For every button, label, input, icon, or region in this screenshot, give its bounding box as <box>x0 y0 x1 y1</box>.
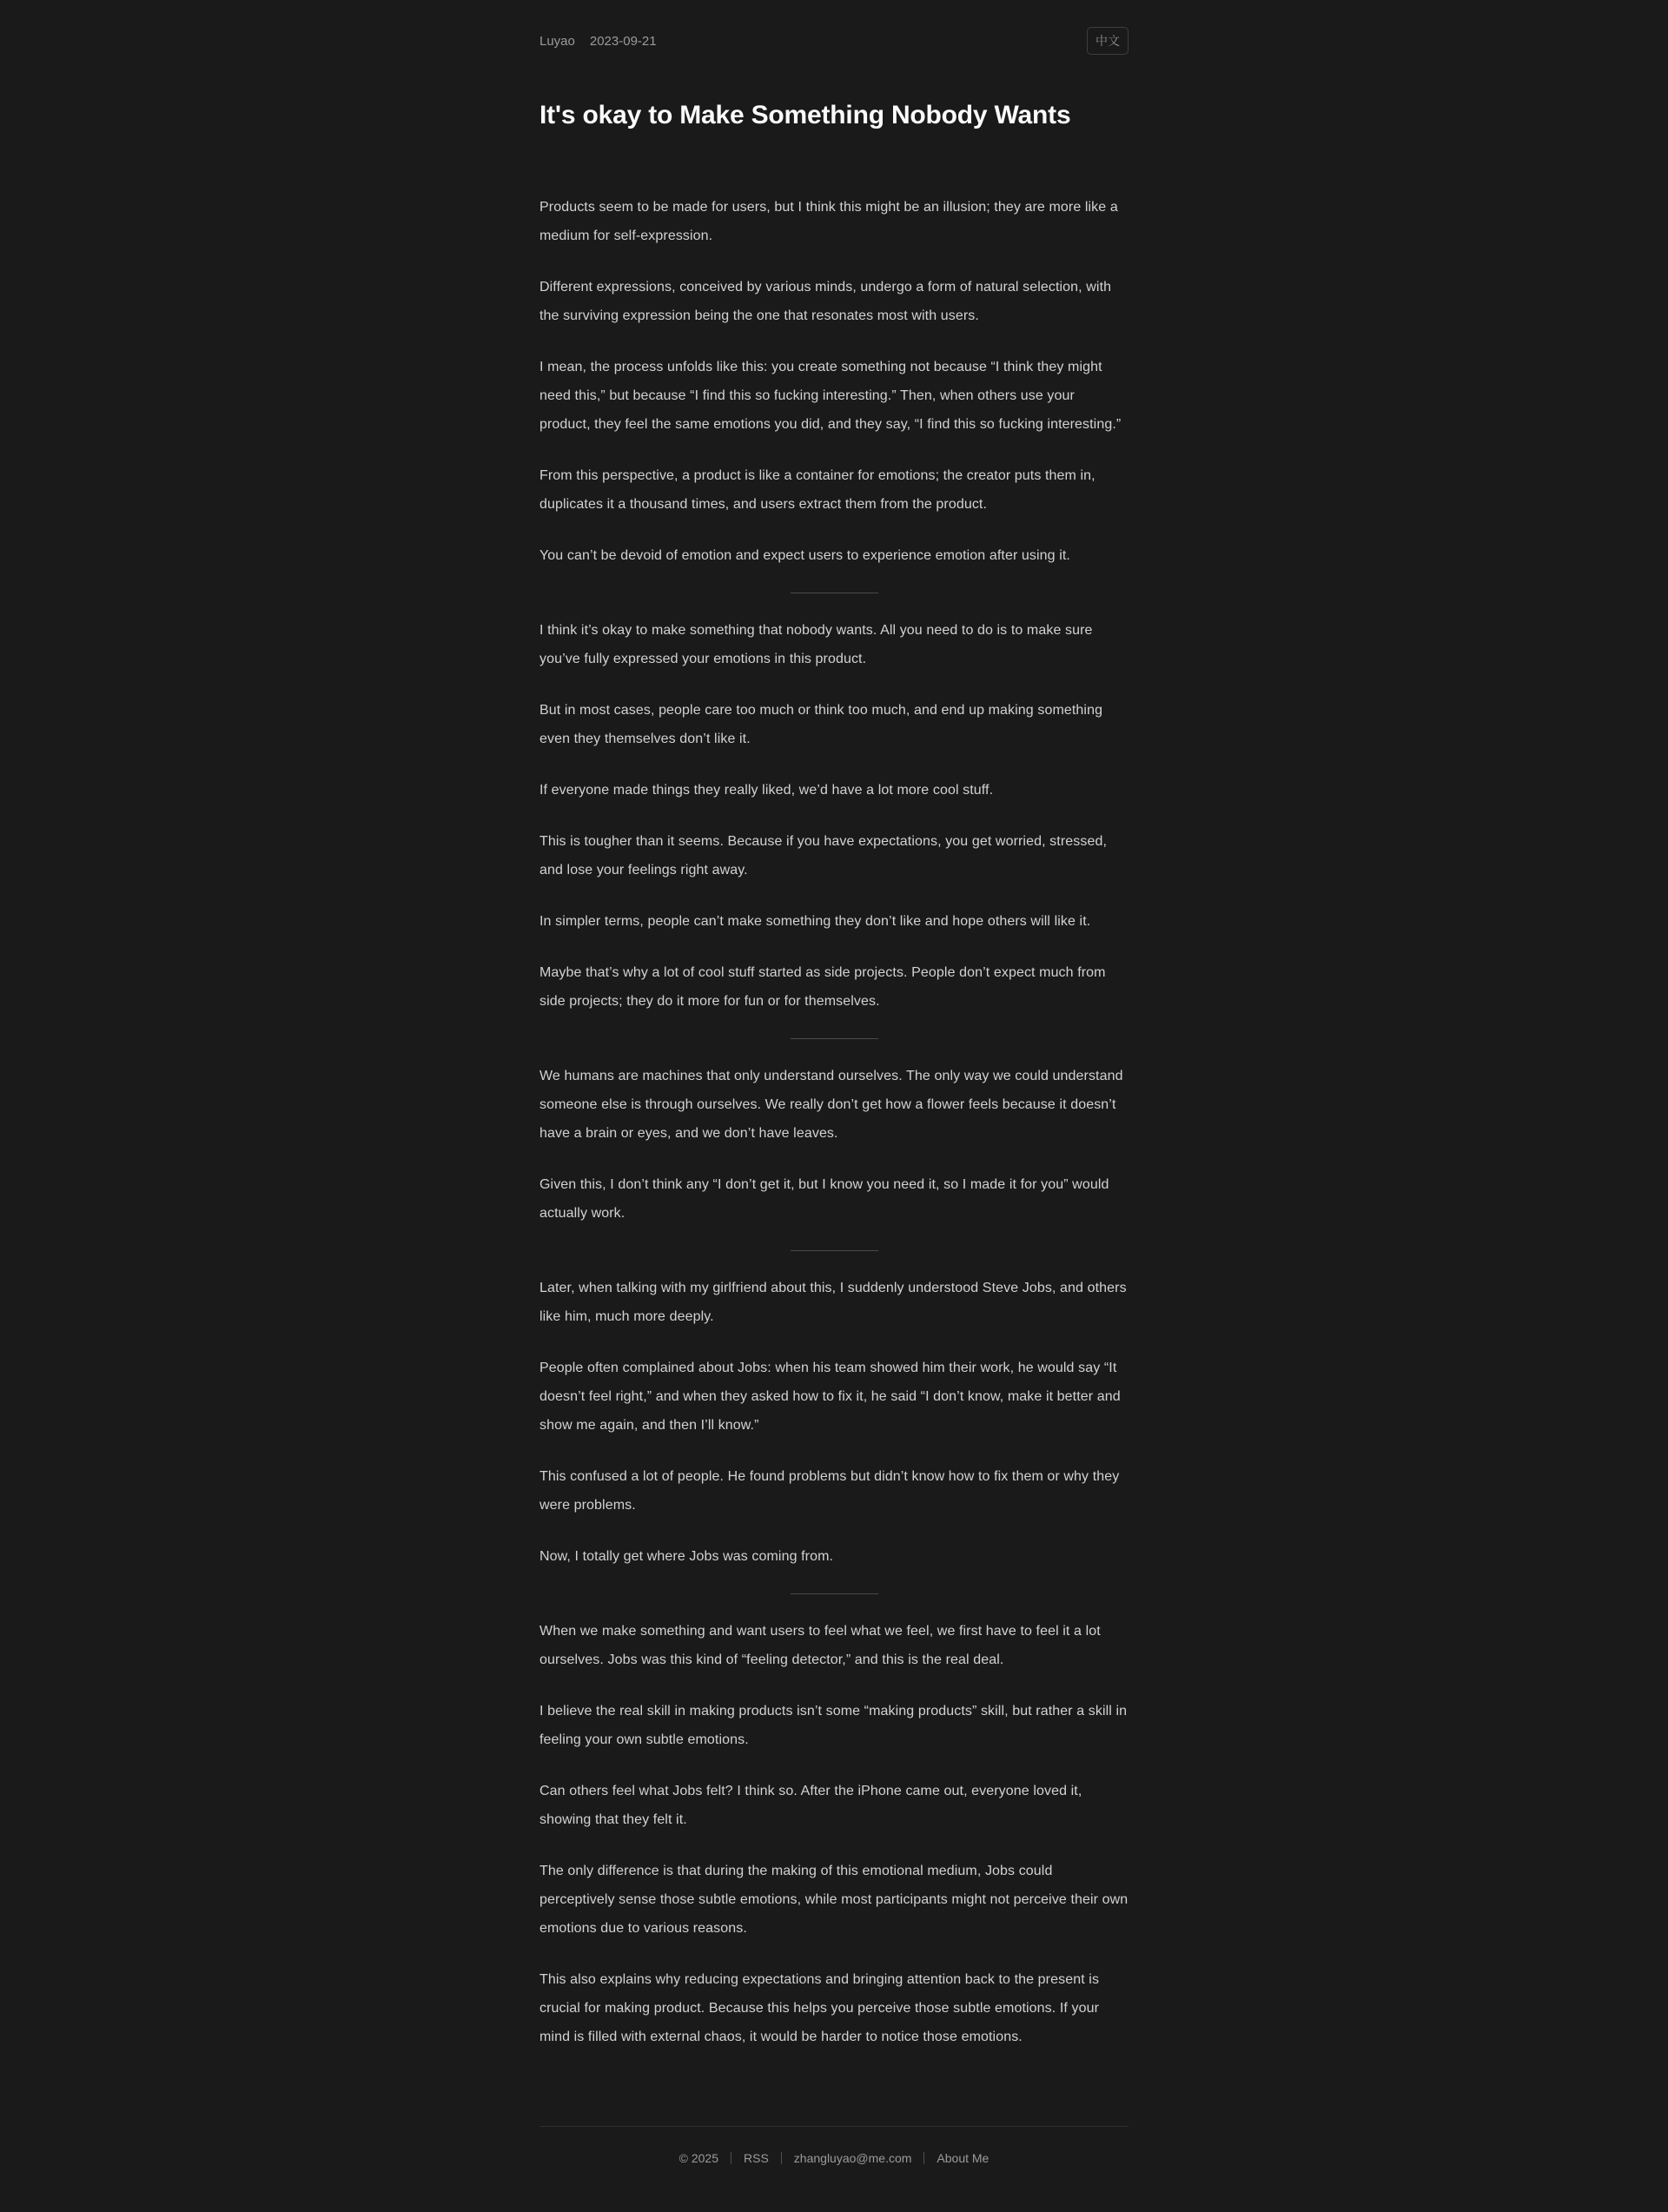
article-paragraph: We humans are machines that only understand ourselves. The only way we could understand someone else is through ourselves. We really don’t get how a flower feels because it doesn’t have a brain or eyes, and we don’t have leaves. <box>539 1068 1123 1141</box>
article-paragraph: I believe the real skill in making products isn’t some “making products” skill, but rather a skill in feeling your own subtle emotions. <box>539 1703 1128 1747</box>
post-meta-row <box>539 26 1129 56</box>
article-paragraph: Maybe that’s why a lot of cool stuff started as side projects. People don’t expect much from side projects; they do it more for fun or for themselves. <box>539 964 1106 1009</box>
footer-separator <box>923 2152 924 2164</box>
article-paragraph: Different expressions, conceived by various minds, undergo a form of natural selection, with the surviving expression being the one that resonates most with users. <box>539 279 1112 323</box>
article-paragraph: You can’t be devoid of emotion and expect users to experience emotion after using it. <box>539 547 1070 563</box>
page-title: It's okay to Make Something Nobody Wants <box>539 101 1071 129</box>
content-column <box>539 0 1129 2210</box>
article-section <box>539 1062 1129 1228</box>
article-paragraph: Can others feel what Jobs felt? I think so. After the iPhone came out, everyone loved it, showing that they felt it. <box>539 1783 1082 1827</box>
article-section <box>539 616 1129 1016</box>
copyright-text: © 2025 <box>678 2150 718 2165</box>
article-section <box>539 1274 1129 1571</box>
article-paragraph: From this perspective, a product is like a container for emotions; the creator puts them in, duplicates it a thousand times, and users extract them from the product. <box>539 467 1095 512</box>
article-paragraph: The only difference is that during the making of this emotional medium, Jobs could perceptively sense those subtle emotions, while most participants might not perceive their own emotions due to various reasons. <box>539 1863 1129 1936</box>
author-name: Luyao <box>539 33 575 49</box>
article-paragraph: In simpler terms, people can’t make something they don’t like and hope others will like it. <box>539 913 1091 929</box>
about-me-link[interactable]: About Me <box>937 2150 990 2165</box>
section-divider <box>791 1593 878 1594</box>
article-paragraph: Given this, I don’t think any “I don’t get it, but I know you need it, so I made it for you” would actually work. <box>539 1176 1109 1221</box>
language-toggle-button[interactable]: 中文 <box>1087 27 1129 55</box>
article-paragraph: I mean, the process unfolds like this: you create something not because “I think they might need this,” but because “I find this so fucking interesting.” Then, when others use your product, they feel the same emotions you did, and they say, “I find this so fucking interesting.” <box>539 359 1122 432</box>
article-paragraph: But in most cases, people care too much or think too much, and end up making something even they themselves don’t like it. <box>539 702 1103 746</box>
article-paragraph: Products seem to be made for users, but I think this might be an illusion; they are more like a medium for self-expression. <box>539 199 1118 243</box>
article-body <box>539 193 1129 2051</box>
article-paragraph: This confused a lot of people. He found problems but didn’t know how to fix them or why they were problems. <box>539 1468 1120 1513</box>
footer-row <box>539 2127 1129 2210</box>
article-paragraph: This also explains why reducing expectations and bringing attention back to the present is crucial for making product. Because this helps you perceive those subtle emotions. If your mind is filled with external chaos, it would be harder to notice those emotions. <box>539 1971 1100 2044</box>
section-divider <box>791 1038 878 1039</box>
article-section <box>539 193 1129 570</box>
article-paragraph: Later, when talking with my girlfriend about this, I suddenly understood Steve Jobs, and others like him, much more deeply. <box>539 1280 1127 1324</box>
article-paragraph: When we make something and want users to feel what we feel, we first have to feel it a lot ourselves. Jobs was this kind of “feeling detector,” and this is the real deal. <box>539 1623 1101 1667</box>
article-section <box>539 1617 1129 2051</box>
article-paragraph: People often complained about Jobs: when his team showed him their work, he would say “It doesn’t feel right,” and when they asked how to fix it, he said “I don’t know, make it better and show me again, and then I’ll know.” <box>539 1360 1121 1433</box>
article-paragraph: Now, I totally get where Jobs was coming from. <box>539 1548 834 1564</box>
footer-separator <box>781 2152 782 2164</box>
article-paragraph: I think it’s okay to make something that nobody wants. All you need to do is to make sure you’ve fully expressed your emotions in this product. <box>539 622 1093 666</box>
page-footer <box>539 2126 1129 2210</box>
article-paragraph: If everyone made things they really liked, we’d have a lot more cool stuff. <box>539 782 994 798</box>
rss-link[interactable]: RSS <box>744 2150 769 2165</box>
article-paragraph: This is tougher than it seems. Because if you have expectations, you get worried, stressed, and lose your feelings right away. <box>539 833 1107 878</box>
post-date: 2023-09-21 <box>589 33 657 49</box>
email-link[interactable]: zhangluyao@me.com <box>793 2150 912 2165</box>
section-divider <box>791 1250 878 1251</box>
